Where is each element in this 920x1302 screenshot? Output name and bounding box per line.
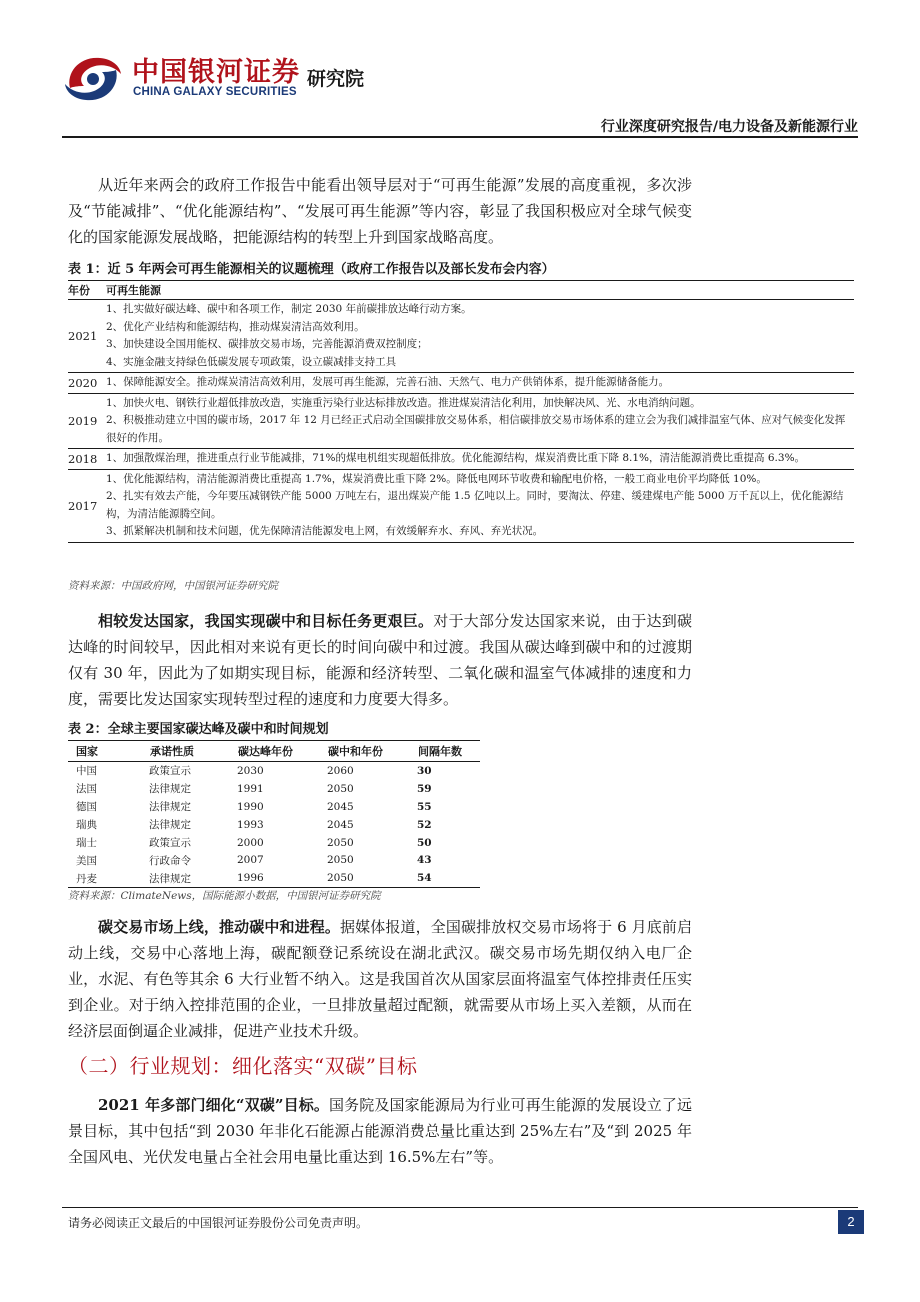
- table-row: [68, 798, 480, 816]
- peak-year-cell: 1991: [237, 782, 264, 795]
- list-item: 1、加快火电、钢铁行业超低排放改造，实施重污染行业达标排放改造。推进煤炭清洁化利用，加快解决风、光、水电消纳问题。: [106, 396, 701, 409]
- paragraph-lead: 相较发达国家，我国实现碳中和目标任务更艰巨。: [98, 612, 434, 630]
- peak-year-cell: 2000: [237, 836, 264, 849]
- header-divider: [62, 136, 858, 138]
- table-header-cell: 年份: [68, 281, 106, 300]
- table-row: [68, 816, 480, 834]
- peak-year-cell: 1996: [237, 869, 327, 887]
- country-cell: 美国: [76, 854, 97, 867]
- report-type: 行业深度研究报告/电力设备及新能源行业: [600, 119, 858, 135]
- commitment-cell: 法律规定: [149, 869, 237, 887]
- gap-years-cell: 50: [417, 836, 432, 849]
- paragraph-intro: [68, 172, 692, 250]
- neutral-year-cell: 2045: [327, 800, 354, 813]
- list-item: 3、抓紧解决机制和技术问题，优先保障清洁能源发电上网，有效缓解弃水、弃风、弃光状况。: [106, 525, 544, 537]
- table-header-cell: 可再生能源: [106, 281, 854, 300]
- table2-caption: 表 2：全球主要国家碳达峰及碳中和时间规划: [68, 722, 329, 737]
- commitment-cell: 行政命令: [149, 854, 191, 867]
- table2: [68, 740, 480, 888]
- year-cell: 2021: [68, 300, 106, 373]
- table-row: [68, 851, 480, 869]
- table-row: [68, 780, 480, 798]
- list-item: 3、加快建设全国用能权、碳排放交易市场，完善能源消费双控制度；: [106, 338, 428, 350]
- list-item: 2、扎实有效去产能，今年要压减钢铁产能 5000 万吨左右，退出煤炭产能 1.5 亿吨以上。同时，要淘汰、停建、缓建煤电产能 5000 万千瓦以上，优化能源结构，为清洁能源腾空间。: [106, 490, 844, 520]
- table-header-cell: 碳达峰年份: [237, 741, 327, 762]
- paragraph-text: 从近年来两会的政府工作报告中能看出领导层对于“可再生能源”发展的高度重视，多次涉及“节能减排”、“优化能源结构”、“发展可再生能源”等内容，彰显了我国积极应对全球气候变化的国家能源发展战略，把能源结构的转型上升到国家战略高度。: [68, 176, 692, 246]
- table-row: [68, 469, 854, 542]
- neutral-year-cell: 2045: [327, 818, 354, 831]
- commitment-cell: 政策宣示: [149, 765, 191, 778]
- year-cell: 2017: [68, 469, 106, 542]
- peak-year-cell: 2030: [237, 764, 264, 777]
- list-item: 1、扎实做好碳达峰、碳中和各项工作，制定 2030 年前碳排放达峰行动方案。: [106, 303, 472, 315]
- paragraph-text: 据媒体报道，全国碳排放权交易市场将于 6 月底前启动上线，交易中心落地上海，碳配额登记系统设在湖北武汉。碳交易市场先期仅纳入电厂企业，水泥、有色等其余 6 大行业暂不纳入。这是我国首次从国家层面将温室气体控排责任压实到企业。对于纳入控排范围的企业，一旦排放量超过配额，就需要从市场上买入差额，从而在经济层面倒逼企业减排，促进产业技术升级。: [68, 918, 692, 1040]
- commitment-cell: 法律规定: [149, 783, 191, 796]
- peak-year-cell: 1990: [237, 800, 264, 813]
- table-header-row: [68, 741, 480, 762]
- commitment-cell: 政策宣示: [149, 837, 191, 849]
- gap-years-cell: 30: [417, 764, 432, 777]
- brand-name-en: CHINA GALAXY SECURITIES: [133, 86, 297, 98]
- peak-year-cell: 2007: [237, 854, 264, 867]
- table1-caption: 表 1：近 5 年两会可再生能源相关的议题梳理（政府工作报告以及部长发布会内容）: [68, 262, 555, 277]
- page-number: 2: [838, 1210, 864, 1234]
- country-cell: 德国: [76, 801, 97, 814]
- footer-divider: [62, 1207, 858, 1208]
- table-row: [68, 393, 854, 449]
- table2-source: 资料来源：ClimateNews，国际能源小数据，中国银河证券研究院: [68, 890, 381, 902]
- table-row: [68, 869, 480, 887]
- list-item: 2、积极推动建立中国的碳市场，2017 年 12 月已经正式启动全国碳排放交易体系，相信碳排放交易市场体系的建立会为我们减排温室气体、应对气候变化发挥很好的作用。: [106, 414, 846, 444]
- institute-label: 研究院: [307, 68, 365, 90]
- table1-source: 资料来源：中国政府网，中国银河证券研究院: [68, 580, 278, 592]
- neutral-year-cell: 2050: [327, 869, 417, 887]
- table-header-cell: 碳中和年份: [327, 741, 417, 762]
- gap-years-cell: 54: [417, 869, 480, 887]
- list-item: 1、优化能源结构，清洁能源消费比重提高 1.7%，煤炭消费比重下降 2%。降低电网环节收费和输配电价格，一般工商业电价平均降低 10%。: [106, 472, 767, 485]
- table-row: [68, 373, 854, 394]
- year-cell: 2018: [68, 449, 106, 470]
- gap-years-cell: 52: [417, 818, 432, 831]
- country-cell: 瑞士: [76, 837, 97, 849]
- table-header-row: [68, 281, 854, 300]
- paragraph-dual-carbon: [68, 1092, 692, 1170]
- table1: [68, 280, 854, 543]
- list-item: 1、加强散煤治理，推进重点行业节能减排，71%的煤电机组实现超低排放。优化能源结构，煤炭消费比重下降 8.1%，清洁能源消费比重提高 6.3%。: [106, 452, 806, 464]
- galaxy-logo-icon: [62, 50, 124, 108]
- list-item: 4、实施金融支持绿色低碳发展专项政策，设立碳减排支持工具: [106, 355, 397, 368]
- table-row: [68, 762, 480, 780]
- country-cell: 中国: [76, 765, 97, 778]
- table-row: [68, 834, 480, 852]
- country-cell: 法国: [76, 783, 97, 796]
- paragraph-comparison: [68, 608, 692, 712]
- paragraph-lead: 2021 年多部门细化“双碳”目标。: [98, 1096, 330, 1114]
- gap-years-cell: 59: [417, 782, 432, 795]
- table-header-cell: 国家: [68, 741, 149, 762]
- year-cell: 2020: [68, 373, 106, 394]
- gap-years-cell: 43: [417, 854, 432, 867]
- neutral-year-cell: 2060: [327, 764, 354, 777]
- year-cell: 2019: [68, 393, 106, 449]
- neutral-year-cell: 2050: [327, 854, 354, 867]
- neutral-year-cell: 2050: [327, 782, 354, 795]
- paragraph-text: 国务院及国家能源局为行业可再生能源的发展设立了远景目标，其中包括“到 2030 年非化石能源占能源消费总量比重达到 25%左右”及“到 2025 年全国风电、光伏发电量占全社会用电量比重达到 16.5%左右”等。: [68, 1096, 692, 1166]
- table-header-cell: 间隔年数: [417, 741, 480, 762]
- table-header-cell: 承诺性质: [149, 741, 237, 762]
- paragraph-carbon-market: [68, 914, 692, 1044]
- gap-years-cell: 55: [417, 800, 432, 813]
- brand-name-cn: 中国银河证券: [132, 57, 300, 88]
- paragraph-text: 对于大部分发达国家来说，由于达到碳达峰的时间较早，因此相对来说有更长的时间向碳中和过渡。我国从碳达峰到碳中和的过渡期仅有 30 年，因此为了如期实现目标，能源和经济转型、二氧化碳和温室气体减排的速度和力度，需要比发达国家实现转型过程的速度和力度要大得多。: [68, 612, 692, 708]
- table-row: [68, 449, 854, 470]
- country-cell: 瑞典: [76, 819, 97, 832]
- country-cell: 丹麦: [68, 869, 149, 887]
- footer-disclaimer: 请务必阅读正文最后的中国银河证券股份公司免责声明。: [68, 1216, 369, 1230]
- peak-year-cell: 1993: [237, 818, 264, 831]
- table-row: [68, 300, 854, 373]
- list-item: 2、优化产业结构和能源结构，推动煤炭清洁高效利用。: [106, 320, 365, 333]
- paragraph-lead: 碳交易市场上线，推动碳中和进程。: [98, 918, 341, 936]
- list-item: 1、保障能源安全。推动煤炭清洁高效利用，发展可再生能源，完善石油、天然气、电力产供销体系，提升能源储备能力。: [106, 376, 670, 388]
- neutral-year-cell: 2050: [327, 836, 354, 849]
- section-heading: （二）行业规划：细化落实“双碳”目标: [68, 1054, 418, 1078]
- commitment-cell: 法律规定: [149, 819, 191, 832]
- commitment-cell: 法律规定: [149, 801, 191, 814]
